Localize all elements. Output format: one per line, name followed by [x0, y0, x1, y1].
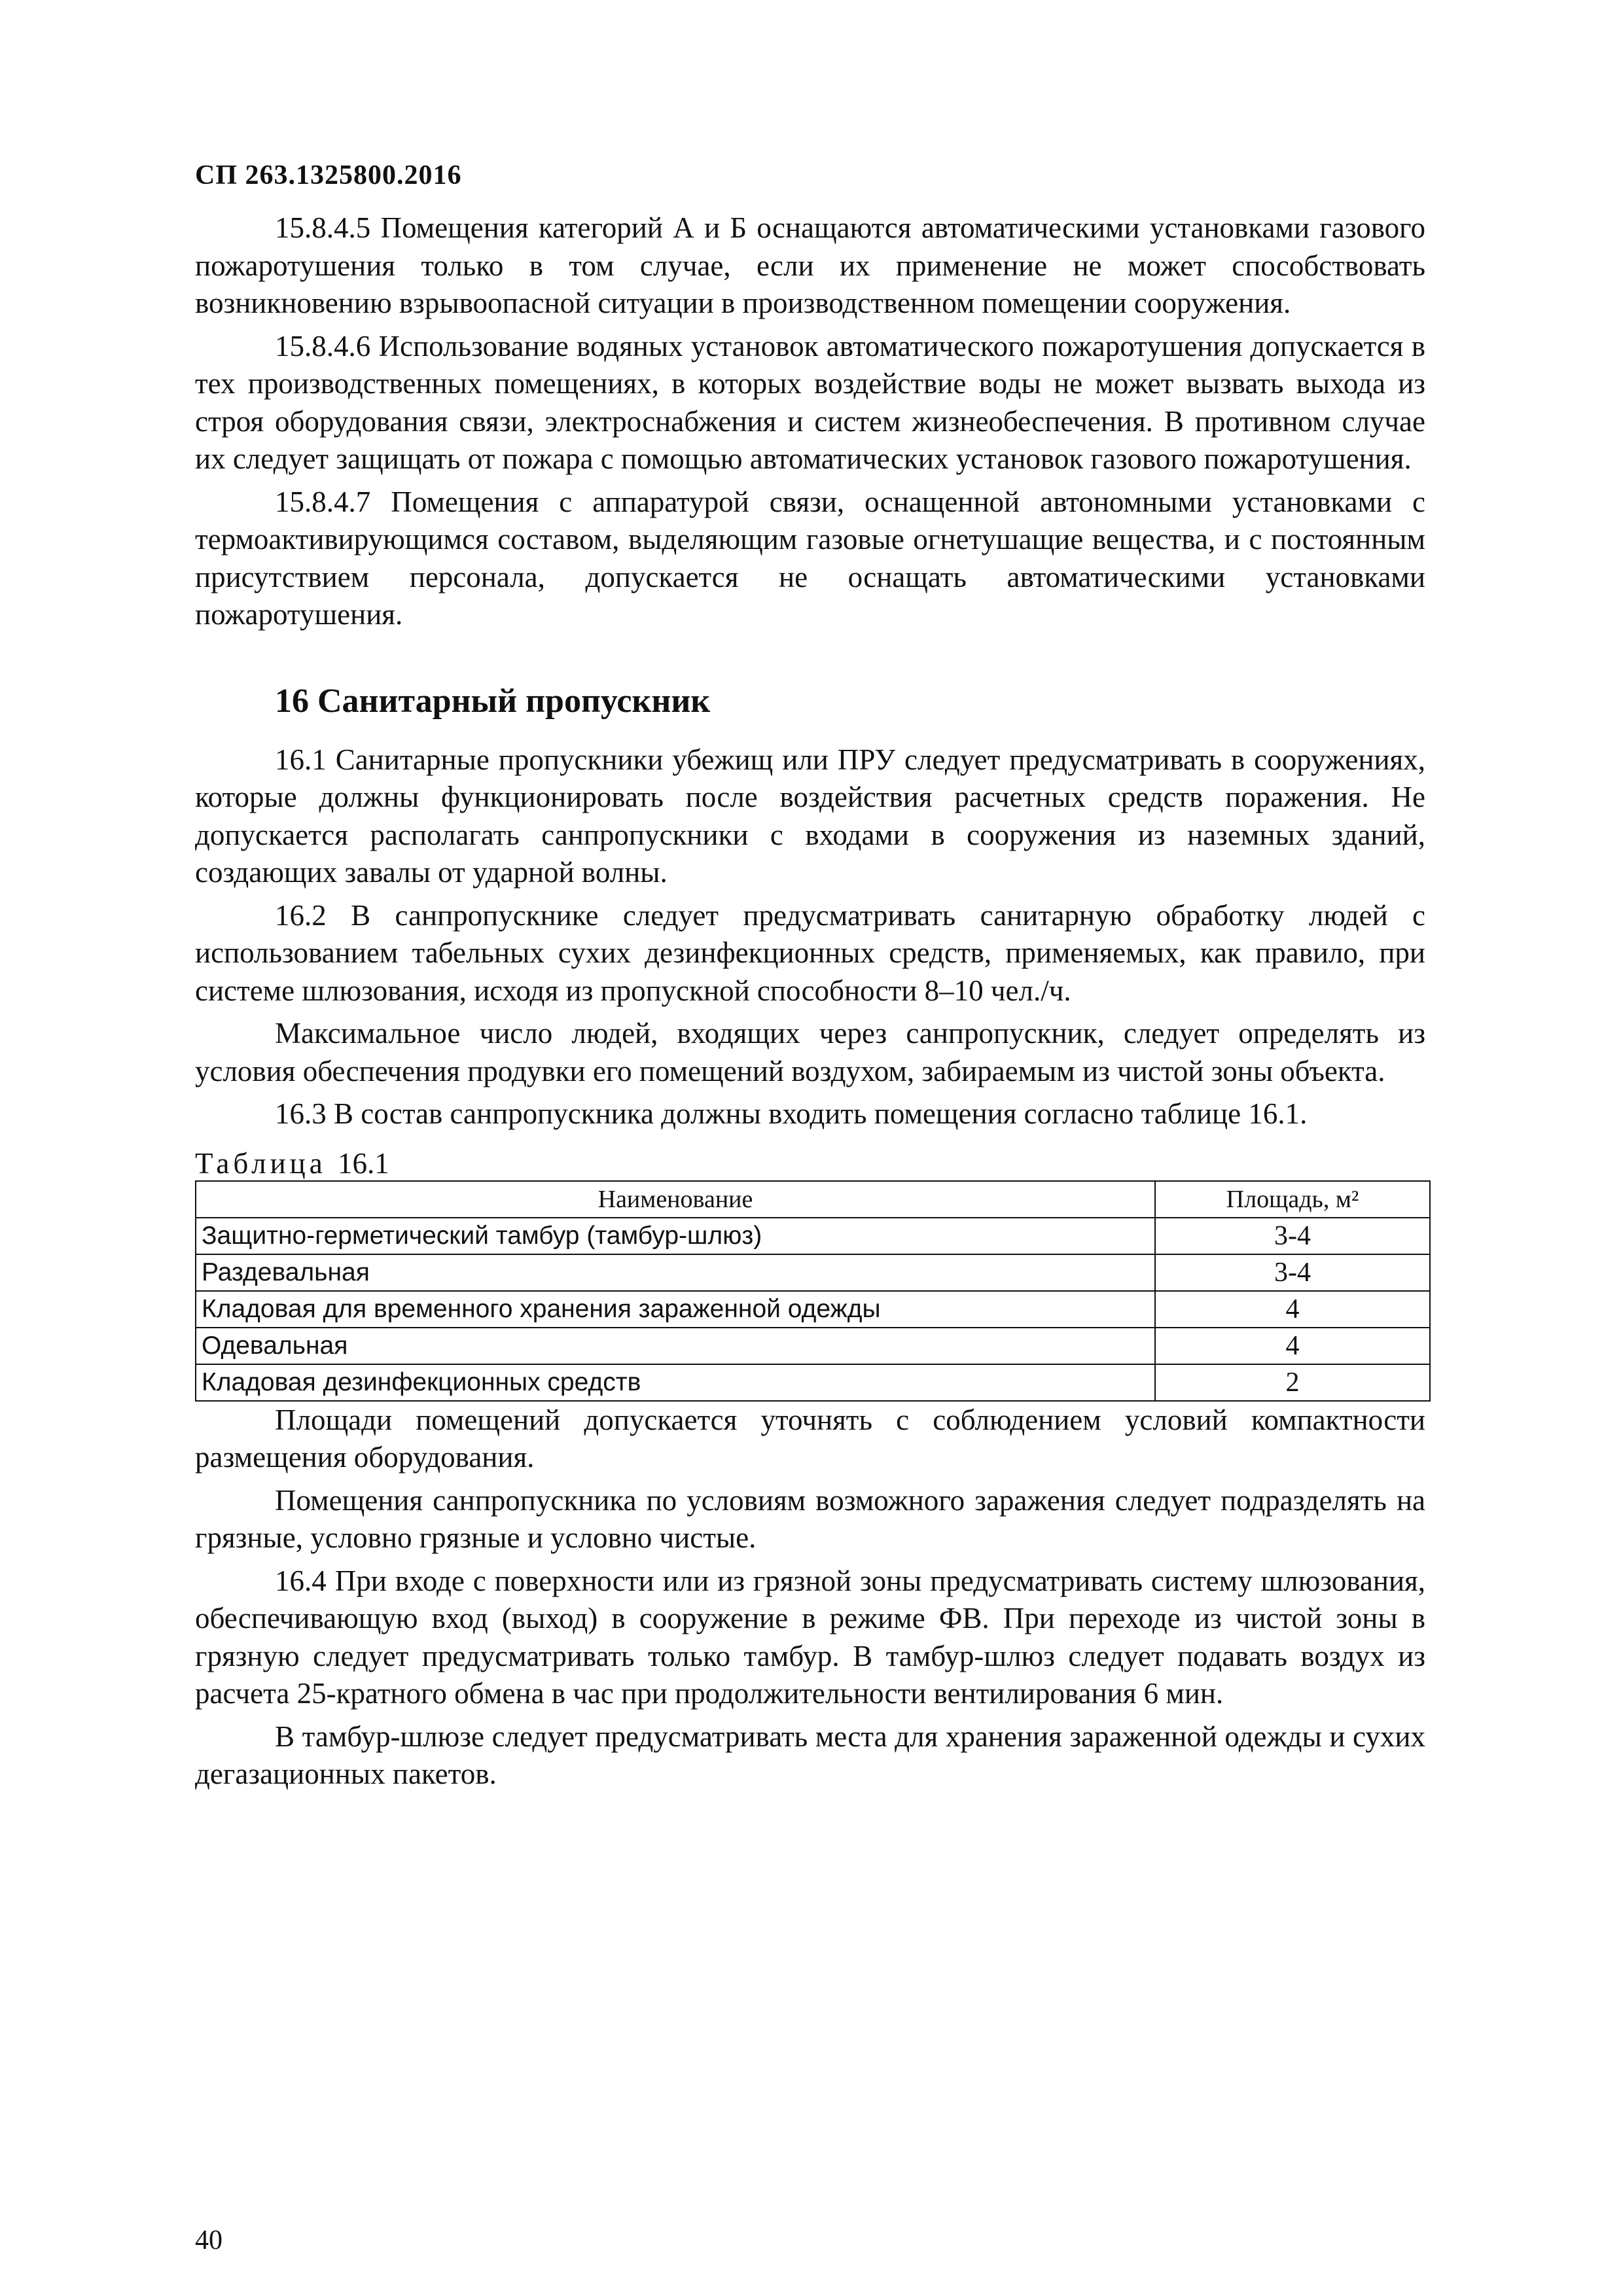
room-name: Защитно-герметический тамбур (тамбур-шлюз) — [196, 1218, 1155, 1254]
table-header-row — [196, 1181, 1430, 1218]
section-title: 16 Санитарный пропускник — [275, 682, 711, 720]
table-caption-word: Таблица — [195, 1146, 327, 1180]
table-row — [196, 1218, 1430, 1254]
table-row — [196, 1254, 1430, 1291]
paragraph-16-4: 16.4 При входе с поверхности или из грязной зоны предусматривать систему шлюзования, обеспечивающую вход (выход) в сооружение в режиме ФВ. При переходе из чистой зоны в грязную следует предусматривать только тамбур. В тамбур-шлюз следует подавать воздух из расчета 25-кратного обмена в час при продолжительности вентилирования 6 мин. — [195, 1564, 1425, 1710]
room-name: Одевальная — [196, 1328, 1155, 1364]
table-row — [196, 1328, 1430, 1364]
table-row — [196, 1291, 1430, 1328]
page-number: 40 — [195, 2225, 223, 2255]
paragraph-15-8-4-5: 15.8.4.5 Помещения категорий А и Б оснащаются автоматическими установками газового пожаротушения только в том случае, если их применение не может способствовать возникновению взрывоопасной ситуации в производственном помещении сооружения. — [195, 211, 1425, 319]
table-caption — [195, 1146, 1425, 1180]
room-name: Кладовая дезинфекционных средств — [196, 1364, 1155, 1401]
paragraph-zones-note: Помещения санпропускника по условиям возможного заражения следует подразделять на грязные, условно грязные и условно чистые. — [195, 1483, 1425, 1554]
header-name: Наименование — [196, 1181, 1155, 1218]
paragraph-max-people: Максимальное число людей, входящих через санпропускник, следует определять из условия обеспечения продувки его помещений воздухом, забираемым из чистой зоны объекта. — [195, 1017, 1425, 1087]
room-area: 3-4 — [1155, 1218, 1430, 1254]
table-caption-number: 16.1 — [337, 1146, 389, 1180]
room-area: 4 — [1155, 1291, 1430, 1328]
room-area: 2 — [1155, 1364, 1430, 1401]
room-area: 4 — [1155, 1328, 1430, 1364]
paragraph-15-8-4-6: 15.8.4.6 Использование водяных установок автоматического пожаротушения допускается в тех производственных помещениях, в которых воздействие воды не может вызвать выхода из строя оборудования связи, электроснабжения и систем жизнеобеспечения. В противном случае их следует защищать от пожара с помощью автоматических установок газового пожаротушения. — [195, 329, 1425, 475]
paragraph-airlock-storage: В тамбур-шлюзе следует предусматривать места для хранения зараженной одежды и сухих дегазационных пакетов. — [195, 1720, 1425, 1790]
paragraph-16-1: 16.1 Санитарные пропускники убежищ или ПРУ следует предусматривать в сооружениях, которые должны функционировать после воздействия расчетных средств поражения. Не допускается располагать санпропускники с входами в сооружения из наземных зданий, создающих завалы от ударной волны. — [195, 743, 1425, 889]
room-area: 3-4 — [1155, 1254, 1430, 1291]
paragraph-15-8-4-7: 15.8.4.7 Помещения с аппаратурой связи, оснащенной автономными установками с термоактивирующимся составом, выделяющим газовые огнетушащие вещества, и с постоянным присутствием персонала, допускается не оснащать автоматическими установками пожаротушения. — [195, 485, 1425, 631]
document-code: СП 263.1325800.2016 — [195, 160, 462, 190]
paragraph-16-2: 16.2 В санпропускнике следует предусматривать санитарную обработку людей с использованием табельных сухих дезинфекционных средств, применяемых, как правило, при системе шлюзования, исходя из пропускной способности 8–10 чел./ч. — [195, 898, 1425, 1007]
header-area: Площадь, м² — [1155, 1181, 1430, 1218]
paragraph-areas-note: Площади помещений допускается уточнять с соблюдением условий компактности размещения оборудования. — [195, 1403, 1425, 1474]
room-name: Кладовая для временного хранения зараженной одежды — [196, 1291, 1155, 1328]
page-content — [195, 209, 1425, 1793]
rooms-table — [195, 1180, 1431, 1402]
paragraph-16-3: 16.3 В состав санпропускника должны входить помещения согласно таблице 16.1. — [275, 1097, 1308, 1130]
table-row — [196, 1364, 1430, 1401]
room-name: Раздевальная — [196, 1254, 1155, 1291]
